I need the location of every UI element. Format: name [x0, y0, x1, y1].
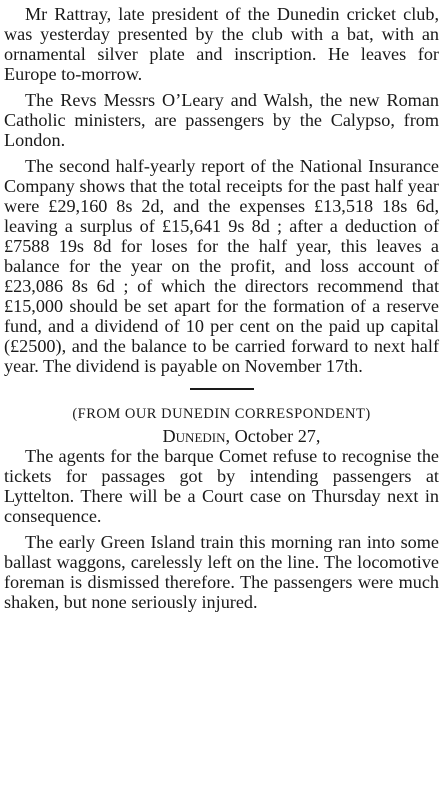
- paragraph-rattray: Mr Rattray, late president of the Dunedin cricket club, was yesterday presented by the club with a bat, with an ornamental silver plate and inscription. He leaves for Europe to-morrow.: [4, 4, 439, 84]
- dateline-city: Dunedin,: [162, 426, 231, 446]
- dateline: [44, 426, 439, 446]
- section-divider: [190, 388, 254, 390]
- correspondent-heading: (FROM OUR DUNEDIN CORRESPONDENT): [72, 406, 371, 422]
- paragraph-catholic-ministers: The Revs Messrs O’Leary and Walsh, the new Roman Catholic ministers, are passengers by the Calypso, from London.: [4, 90, 439, 150]
- paragraph-barque-comet: The agents for the barque Comet refuse to recognise the tickets for passages got by intending passengers at Lyttelton. There will be a Court case on Thursday next in consequence.: [4, 446, 439, 526]
- paragraph-insurance-report: The second half-yearly report of the National Insurance Company shows that the total receipts for the past half year were £29,160 8s 2d, and the expenses £13,518 18s 6d, leaving a surplus of £15,641 9s 8d ; after a deduction of £7588 19s 8d for loses for the half year, this leaves a balance for the year on the profit, and loss account of £23,086 8s 6d ; of which the directors recommend that £15,000 should be set apart for the formation of a reserve fund, and a dividend of 10 per cent on the paid up capital (£2500), and the balance to be carried forward to next half year. The dividend is payable on November 17th.: [4, 156, 439, 376]
- dateline-date: October 27,: [234, 426, 321, 446]
- paragraph-train-accident: The early Green Island train this morning ran into some ballast waggons, carelessly left on the line. The locomotive foreman is dismissed therefore. The passengers were much shaken, but none seriously injured.: [4, 532, 439, 612]
